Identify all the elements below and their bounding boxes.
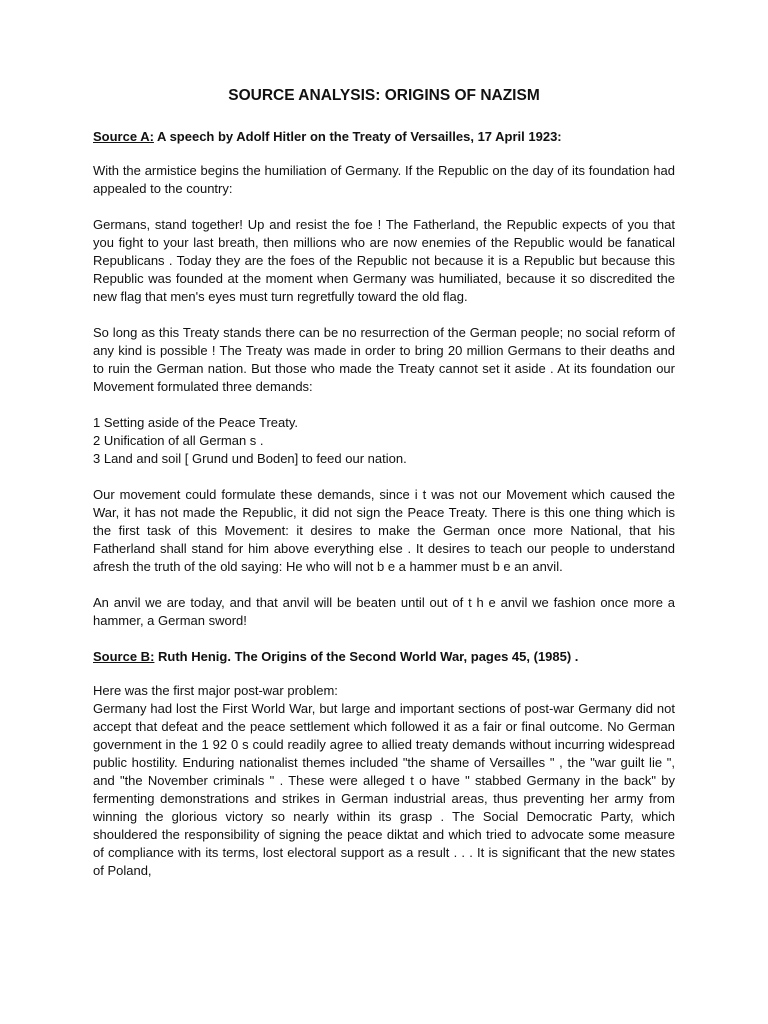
source-b-title: Ruth Henig. The Origins of the Second World War, pages 45, (1985) . (154, 649, 579, 664)
source-a-paragraph-1: With the armistice begins the humiliation of Germany. If the Republic on the day of its foundation had appealed to the country: (93, 163, 675, 196)
source-a-paragraph-4: Our movement could formulate these demands, since i t was not our Movement which caused the War, it has not made the Republic, it did not sign the Peace Treaty. There is this one thing which is the first task of this Movement: it desires to make the German once more National, that his Fatherland shall stand for him above everything else . It desires to teach our people to understand afresh the truth of the old saying: He who will not b e a hammer must b e an anvil. (93, 487, 675, 574)
demand-item: 3 Land and soil [ Grund und Boden] to feed our nation. (93, 451, 407, 466)
source-a-label: Source A: (93, 129, 154, 144)
source-b-intro: Here was the first major post-war problem: (93, 683, 338, 698)
source-b-body: Germany had lost the First World War, but large and important sections of post-war Germany did not accept that defeat and the peace settlement which followed it as a fair or final outcome. No German government in the 1 92 0 s could readily agree to allied treaty demands without incurring widespread public hostility. Enduring nationalist themes included "the shame of Versailles " , the "war guilt lie ", and "the November criminals " . These were alleged t o have " stabbed Germany in the back" by fermenting demonstrations and strikes in German industrial areas, thus preventing her army from winning the glorious victory so nearly within its grasp . The Social Democratic Party, which shouldered the responsibility of signing the peace diktat and which tried to advocate some measure of compliance with its terms, lost electoral support as a result . . . It is significant that the new states of Poland, (93, 701, 675, 878)
source-a-paragraph-5: An anvil we are today, and that anvil will be beaten until out of t h e anvil we fashion once more a hammer, a German sword! (93, 595, 675, 628)
demand-item: 1 Setting aside of the Peace Treaty. (93, 415, 298, 430)
demands-list (93, 414, 675, 468)
source-a-title: A speech by Adolf Hitler on the Treaty of Versailles, 17 April 1923: (153, 129, 562, 144)
demand-item: 2 Unification of all German s . (93, 433, 264, 448)
source-b-heading (93, 648, 675, 666)
source-a-heading (93, 128, 675, 146)
source-a-paragraph-3: So long as this Treaty stands there can be no resurrection of the German people; no social reform of any kind is possible ! The Treaty was made in order to bring 20 million Germans to their deaths and to ruin the German nation. But those who made the Treaty cannot set it aside . At its foundation our Movement formulated three demands: (93, 325, 675, 394)
source-b-label: Source B: (93, 649, 155, 664)
source-a-paragraph-2: Germans, stand together! Up and resist the foe ! The Fatherland, the Republic expects of you that you fight to your last breath, then millions who are now enemies of the Republic would be fanatical Republicans . Today they are the foes of the Republic not because it is a Republic but because this Republic was founded at the moment when Germany was humiliated, because it so discredited the new flag that men's eyes must turn regretfully toward the old flag. (93, 217, 675, 304)
document-title: SOURCE ANALYSIS: ORIGINS OF NAZISM (228, 87, 540, 104)
